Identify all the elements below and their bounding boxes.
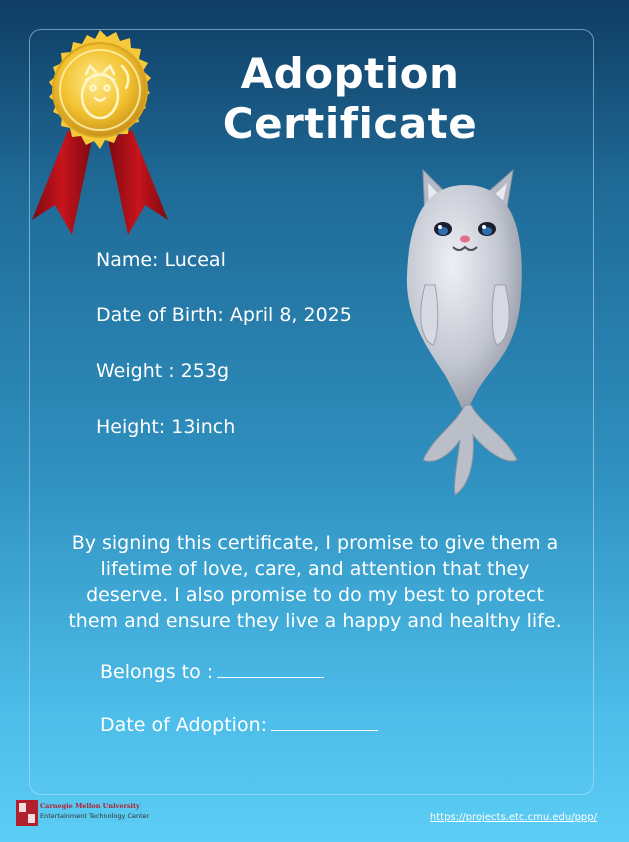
date-of-adoption-label: Date of Adoption: <box>100 714 268 736</box>
certificate-title-line2: Certificate <box>222 99 478 148</box>
pet-height: Height: 13inch <box>96 416 236 438</box>
certificate-title-line1: Adoption <box>240 49 460 98</box>
belongs-to-blank[interactable] <box>217 665 324 678</box>
logo-university-name: Carnegie Mellon University <box>40 802 140 810</box>
award-seal-icon <box>30 20 170 240</box>
pet-name: Name: Luceal <box>96 249 226 271</box>
date-of-adoption-line[interactable] <box>100 714 378 736</box>
logo-center-name: Entertainment Technology Center <box>40 812 150 820</box>
belongs-to-label: Belongs to : <box>100 661 214 683</box>
pet-weight: Weight : 253g <box>96 360 229 382</box>
date-of-adoption-blank[interactable] <box>271 718 378 731</box>
cmu-etc-logo <box>16 800 150 828</box>
project-url-link[interactable]: https://projects.etc.cmu.edu/ppp/ <box>429 812 597 823</box>
adoption-pledge: By signing this certificate, I promise to give them a lifetime of love, care, and attention that they deserve. I also promise to do my best to protect them and ensure they live a happy and healthy life. <box>68 532 562 632</box>
seal-creature-mascot <box>395 165 535 505</box>
cmu-logo-icon <box>16 800 38 826</box>
pet-date-of-birth: Date of Birth: April 8, 2025 <box>96 304 352 326</box>
belongs-to-line[interactable] <box>100 661 324 683</box>
